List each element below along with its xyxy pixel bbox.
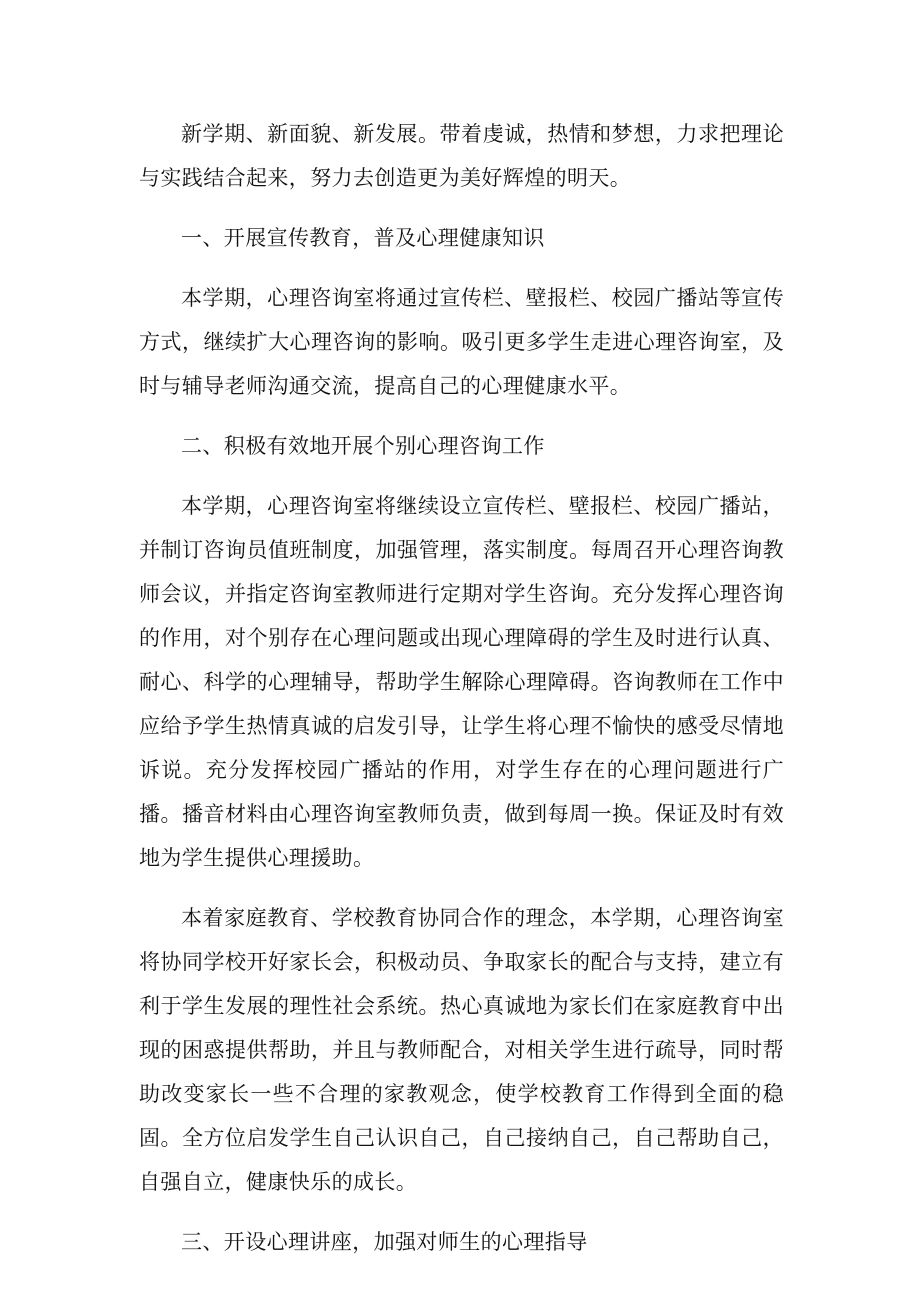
section-heading-1: 一、开展宣传教育，普及心理健康知识 bbox=[181, 226, 545, 250]
paragraph-publicity: 本学期，心理咨询室将通过宣传栏、壁报栏、校园广播站等宣传方式，继续扩大心理咨询的影响。吸引更多学生走进心理咨询室，及时与辅导老师沟通交流，提高自己的心理健康水平。 bbox=[139, 286, 784, 398]
paragraph-counseling: 本学期，心理咨询室将继续设立宣传栏、壁报栏、校园广播站，并制订咨询员值班制度，加强管理，落实制度。每周召开心理咨询教师会议，并指定咨询室教师进行定期对学生咨询。充分发挥心理咨询的作用，对个别存在心理问题或出现心理障碍的学生及时进行认真、耐心、科学的心理辅导，帮助学生解除心理障碍。咨询教师在工作中应给予学生热情真诚的启发引导，让学生将心理不愉快的感受尽情地诉说。充分发挥校园广播站的作用，对学生存在的心理问题进行广播。播音材料由心理咨询室教师负责，做到每周一换。保证及时有效地为学生提供心理援助。 bbox=[139, 494, 784, 870]
section-heading-2: 二、积极有效地开展个别心理咨询工作 bbox=[181, 434, 545, 458]
section-heading-3: 三、开设心理讲座，加强对师生的心理指导 bbox=[181, 1230, 588, 1254]
paragraph-intro: 新学期、新面貌、新发展。带着虔诚，热情和梦想，力求把理论与实践结合起来，努力去创造更为美好辉煌的明天。 bbox=[139, 122, 784, 190]
paragraph-family-education: 本着家庭教育、学校教育协同合作的理念，本学期，心理咨询室将协同学校开好家长会，积极动员、争取家长的配合与支持，建立有利于学生发展的理性社会系统。热心真诚地为家长们在家庭教育中出现的困惑提供帮助，并且与教师配合，对相关学生进行疏导，同时帮助改变家长一些不合理的家教观念，使学校教育工作得到全面的稳固。全方位启发学生自己认识自己，自己接纳自己，自己帮助自己，自强自立，健康快乐的成长。 bbox=[139, 906, 784, 1194]
